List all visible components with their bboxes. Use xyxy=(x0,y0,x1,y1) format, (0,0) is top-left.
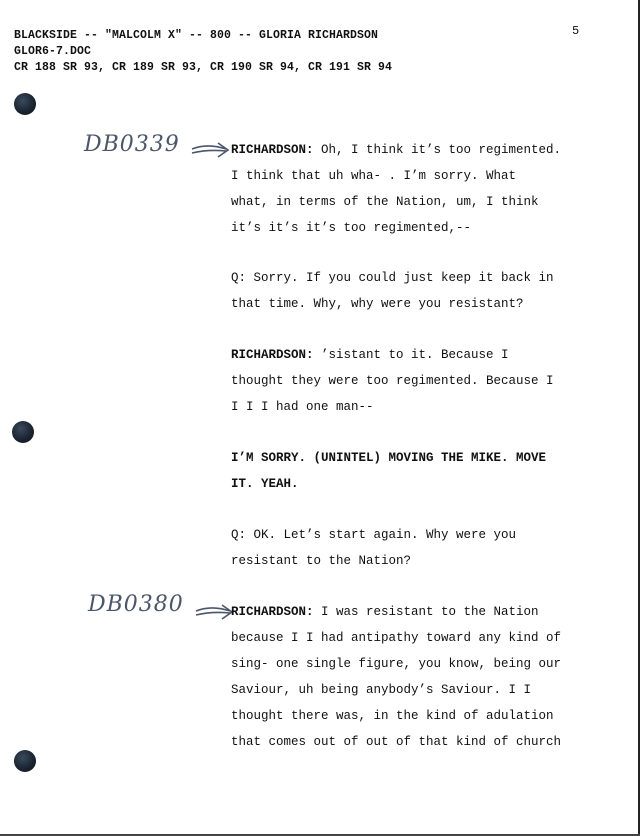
speaker-label: RICHARDSON: xyxy=(231,348,314,362)
transcript-line: Oh, I think it’s too regimented. xyxy=(313,143,562,157)
transcript-block-6 xyxy=(231,599,621,755)
transcript-block-4 xyxy=(231,445,621,497)
binder-hole-bottom xyxy=(14,750,36,772)
transcript-line: ’sistant to it. Because I xyxy=(313,348,509,362)
transcript-line: Q: Sorry. If you could just keep it back in xyxy=(231,271,554,285)
header-title: BLACKSIDE -- "MALCOLM X" -- 800 -- GLORIA RICHARDSON xyxy=(14,29,379,42)
speaker-label: RICHARDSON: xyxy=(231,143,314,157)
transcript-block-2 xyxy=(231,265,621,317)
binder-hole-middle xyxy=(12,421,34,443)
header-filename: GLOR6-7.DOC xyxy=(14,45,92,58)
transcript-block-1 xyxy=(231,137,621,241)
speaker-label: RICHARDSON: xyxy=(231,605,314,619)
transcript-line: I I I had one man-- xyxy=(231,400,374,414)
binder-hole-top xyxy=(14,93,36,115)
handwritten-timecode-first: DB0339 xyxy=(84,132,180,157)
handwritten-arrow-second-icon xyxy=(194,601,234,621)
transcript-line: thought there was, in the kind of adulation xyxy=(231,709,554,723)
transcript-line: because I I had antipathy toward any kind of xyxy=(231,631,562,645)
transcript-line: it’s it’s it’s too regimented,-- xyxy=(231,221,472,235)
header-reel-codes: CR 188 SR 93, CR 189 SR 93, CR 190 SR 94, CR 191 SR 94 xyxy=(14,61,393,74)
transcript-line: Q: OK. Let’s start again. Why were you xyxy=(231,528,517,542)
transcript-line: resistant to the Nation? xyxy=(231,554,412,568)
transcript-line: Saviour, uh being anybody’s Saviour. I I xyxy=(231,683,532,697)
transcript-block-3 xyxy=(231,342,621,420)
transcript-line: IT. YEAH. xyxy=(231,477,299,491)
transcript-line: I think that uh wha- . I’m sorry. What xyxy=(231,169,517,183)
transcript-line: what, in terms of the Nation, um, I think xyxy=(231,195,539,209)
handwritten-timecode-second: DB0380 xyxy=(88,592,184,617)
transcript-line: sing- one single figure, you know, being our xyxy=(231,657,562,671)
transcript-line: that time. Why, why were you resistant? xyxy=(231,297,524,311)
transcript-block-5 xyxy=(231,522,621,574)
transcript-line: I’M SORRY. (UNINTEL) MOVING THE MIKE. MOVE xyxy=(231,451,547,465)
transcript-line: thought they were too regimented. Because I xyxy=(231,374,554,388)
page-number: 5 xyxy=(572,24,580,38)
transcript-line: that comes out of out of that kind of church xyxy=(231,735,562,749)
transcript-line: I was resistant to the Nation xyxy=(313,605,539,619)
handwritten-arrow-first-icon xyxy=(190,139,230,159)
document-header xyxy=(14,28,392,76)
